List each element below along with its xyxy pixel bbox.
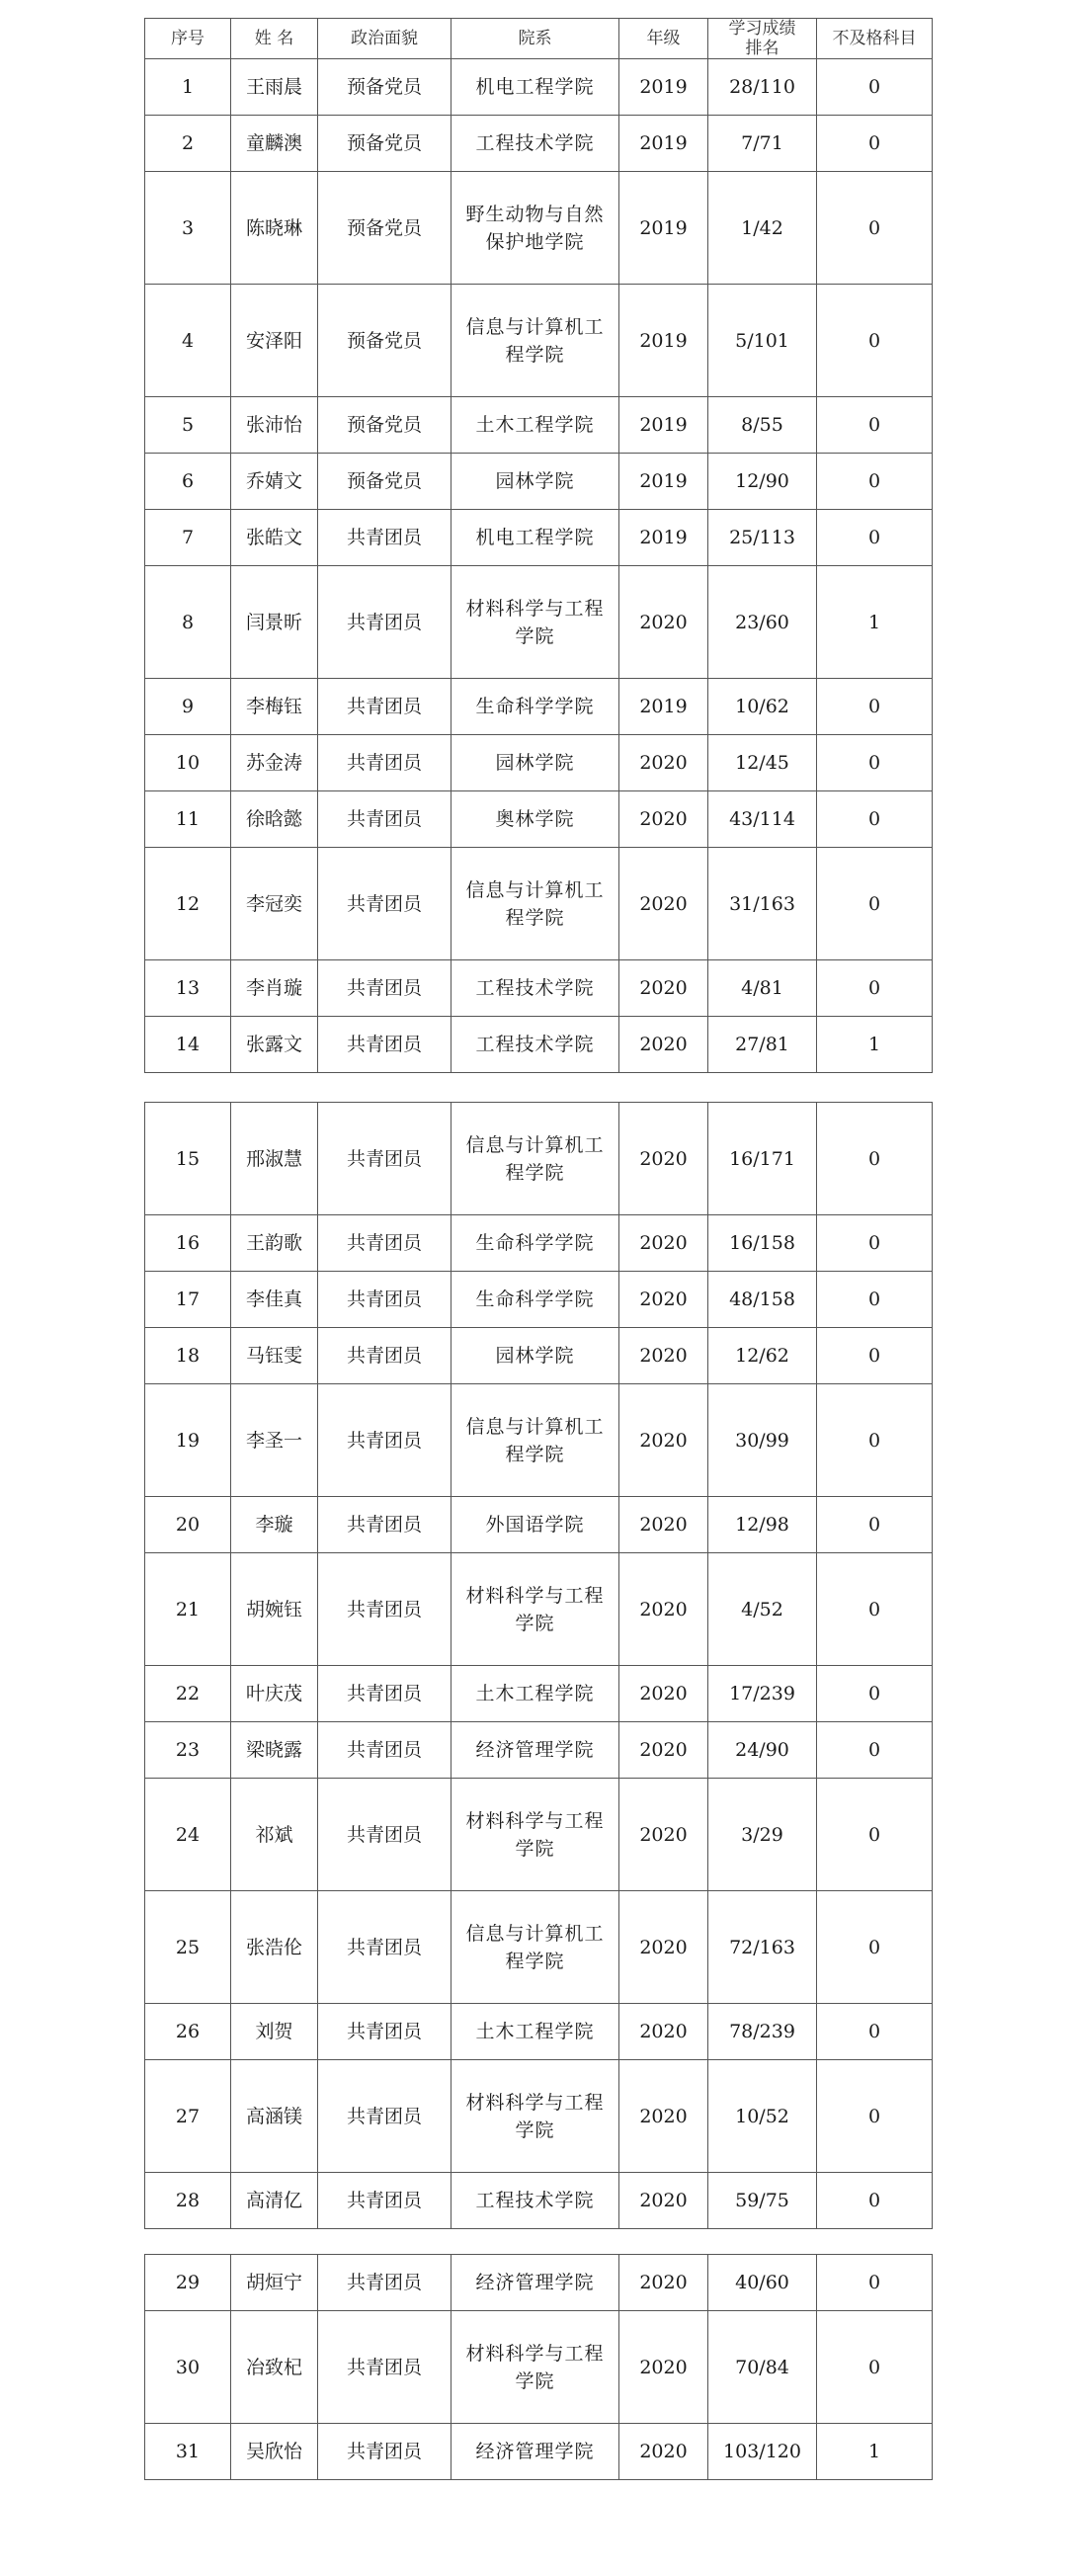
table-row xyxy=(145,1553,933,1666)
cell-name: 乔婧文 xyxy=(231,454,318,510)
cell-index: 16 xyxy=(145,1215,231,1272)
cell-grade: 2020 xyxy=(619,1384,708,1497)
header-failed-subjects: 不及格科目 xyxy=(817,19,933,59)
cell-academic-rank: 24/90 xyxy=(708,1722,817,1779)
cell-political-status: 共青团员 xyxy=(318,1017,451,1073)
cell-college xyxy=(451,1779,619,1891)
cell-academic-rank: 30/99 xyxy=(708,1384,817,1497)
cell-college xyxy=(451,1017,619,1073)
table-row xyxy=(145,1497,933,1553)
cell-name: 张皓文 xyxy=(231,510,318,566)
cell-college-text: 材料科学与工程学院 xyxy=(465,2342,605,2392)
table-row xyxy=(145,116,933,172)
cell-name: 胡烜宁 xyxy=(231,2255,318,2311)
cell-name: 苏金涛 xyxy=(231,735,318,791)
header-academic-rank xyxy=(708,19,817,59)
cell-failed-subjects: 0 xyxy=(817,735,933,791)
cell-name: 冶致杞 xyxy=(231,2311,318,2424)
cell-name: 高清亿 xyxy=(231,2173,318,2229)
table-row xyxy=(145,791,933,848)
table-row xyxy=(145,679,933,735)
header-name: 姓 名 xyxy=(231,19,318,59)
cell-political-status: 共青团员 xyxy=(318,960,451,1017)
table-row xyxy=(145,1779,933,1891)
cell-political-status: 共青团员 xyxy=(318,1891,451,2004)
cell-name: 张露文 xyxy=(231,1017,318,1073)
cell-political-status: 共青团员 xyxy=(318,1272,451,1328)
cell-college-text: 外国语学院 xyxy=(485,1514,585,1536)
cell-index: 4 xyxy=(145,285,231,397)
cell-political-status: 共青团员 xyxy=(318,2004,451,2060)
cell-academic-rank: 48/158 xyxy=(708,1272,817,1328)
cell-academic-rank: 70/84 xyxy=(708,2311,817,2424)
cell-grade: 2020 xyxy=(619,1891,708,2004)
cell-name: 徐晗懿 xyxy=(231,791,318,848)
cell-academic-rank: 78/239 xyxy=(708,2004,817,2060)
cell-index: 22 xyxy=(145,1666,231,1722)
cell-grade: 2020 xyxy=(619,1497,708,1553)
cell-academic-rank: 12/90 xyxy=(708,454,817,510)
cell-college-text: 经济管理学院 xyxy=(475,1739,595,1761)
cell-failed-subjects: 0 xyxy=(817,1103,933,1215)
cell-college xyxy=(451,1497,619,1553)
cell-index: 20 xyxy=(145,1497,231,1553)
cell-academic-rank: 12/98 xyxy=(708,1497,817,1553)
cell-academic-rank: 7/71 xyxy=(708,116,817,172)
cell-college xyxy=(451,791,619,848)
table-row xyxy=(145,2060,933,2173)
cell-college-text: 生命科学学院 xyxy=(475,1232,595,1254)
cell-index: 17 xyxy=(145,1272,231,1328)
cell-index: 14 xyxy=(145,1017,231,1073)
header-index: 序号 xyxy=(145,19,231,59)
table-row xyxy=(145,2424,933,2480)
cell-index: 24 xyxy=(145,1779,231,1891)
table-row xyxy=(145,848,933,960)
table-row xyxy=(145,172,933,285)
table-row xyxy=(145,1666,933,1722)
cell-grade: 2020 xyxy=(619,566,708,679)
cell-failed-subjects: 1 xyxy=(817,2424,933,2480)
cell-index: 15 xyxy=(145,1103,231,1215)
table-body xyxy=(145,1103,933,2229)
cell-political-status: 预备党员 xyxy=(318,116,451,172)
cell-name: 李冠奕 xyxy=(231,848,318,960)
cell-college-text: 园林学院 xyxy=(495,752,575,774)
cell-grade: 2020 xyxy=(619,2255,708,2311)
table-row xyxy=(145,2004,933,2060)
cell-political-status: 共青团员 xyxy=(318,2060,451,2173)
cell-name: 祁斌 xyxy=(231,1779,318,1891)
cell-political-status: 共青团员 xyxy=(318,679,451,735)
cell-name: 李圣一 xyxy=(231,1384,318,1497)
cell-index: 23 xyxy=(145,1722,231,1779)
cell-college xyxy=(451,2255,619,2311)
cell-political-status: 共青团员 xyxy=(318,848,451,960)
cell-college xyxy=(451,172,619,285)
cell-grade: 2020 xyxy=(619,848,708,960)
cell-name: 李肖璇 xyxy=(231,960,318,1017)
cell-political-status: 共青团员 xyxy=(318,2255,451,2311)
cell-academic-rank: 12/62 xyxy=(708,1328,817,1384)
cell-failed-subjects: 0 xyxy=(817,285,933,397)
cell-college xyxy=(451,566,619,679)
cell-index: 18 xyxy=(145,1328,231,1384)
cell-failed-subjects: 0 xyxy=(817,1553,933,1666)
cell-college xyxy=(451,679,619,735)
cell-academic-rank: 17/239 xyxy=(708,1666,817,1722)
cell-name: 张浩伦 xyxy=(231,1891,318,2004)
cell-index: 3 xyxy=(145,172,231,285)
cell-grade: 2020 xyxy=(619,2004,708,2060)
cell-failed-subjects: 0 xyxy=(817,2311,933,2424)
cell-index: 13 xyxy=(145,960,231,1017)
cell-political-status: 共青团员 xyxy=(318,1215,451,1272)
cell-failed-subjects: 0 xyxy=(817,679,933,735)
cell-failed-subjects: 0 xyxy=(817,848,933,960)
cell-college xyxy=(451,1666,619,1722)
cell-grade: 2020 xyxy=(619,2424,708,2480)
table-row xyxy=(145,2311,933,2424)
cell-college-text: 信息与计算机工程学院 xyxy=(465,1922,605,1972)
table-row xyxy=(145,1017,933,1073)
cell-academic-rank: 8/55 xyxy=(708,397,817,454)
table-row xyxy=(145,285,933,397)
cell-failed-subjects: 0 xyxy=(817,1328,933,1384)
cell-failed-subjects: 0 xyxy=(817,454,933,510)
cell-name: 闫景昕 xyxy=(231,566,318,679)
cell-academic-rank: 5/101 xyxy=(708,285,817,397)
cell-academic-rank: 25/113 xyxy=(708,510,817,566)
table-body xyxy=(145,59,933,1073)
table-row xyxy=(145,1272,933,1328)
cell-political-status: 预备党员 xyxy=(318,59,451,116)
cell-college-text: 材料科学与工程学院 xyxy=(465,597,605,647)
cell-index: 8 xyxy=(145,566,231,679)
cell-college xyxy=(451,2173,619,2229)
cell-grade: 2020 xyxy=(619,2311,708,2424)
cell-political-status: 预备党员 xyxy=(318,285,451,397)
cell-grade: 2019 xyxy=(619,59,708,116)
cell-index: 12 xyxy=(145,848,231,960)
cell-index: 9 xyxy=(145,679,231,735)
header-grade: 年级 xyxy=(619,19,708,59)
cell-college-text: 材料科学与工程学院 xyxy=(465,2091,605,2141)
cell-college xyxy=(451,1272,619,1328)
cell-college-text: 机电工程学院 xyxy=(475,76,595,98)
cell-index: 21 xyxy=(145,1553,231,1666)
cell-name: 王韵歌 xyxy=(231,1215,318,1272)
cell-grade: 2019 xyxy=(619,397,708,454)
cell-college-text: 工程技术学院 xyxy=(475,977,595,999)
cell-academic-rank: 4/52 xyxy=(708,1553,817,1666)
cell-college-text: 信息与计算机工程学院 xyxy=(465,1133,605,1184)
cell-grade: 2019 xyxy=(619,285,708,397)
cell-political-status: 共青团员 xyxy=(318,735,451,791)
cell-college-text: 园林学院 xyxy=(495,470,575,492)
cell-college xyxy=(451,2060,619,2173)
cell-failed-subjects: 0 xyxy=(817,397,933,454)
cell-failed-subjects: 0 xyxy=(817,960,933,1017)
cell-name: 胡婉钰 xyxy=(231,1553,318,1666)
table-row xyxy=(145,2255,933,2311)
cell-academic-rank: 10/52 xyxy=(708,2060,817,2173)
cell-name: 马钰雯 xyxy=(231,1328,318,1384)
table-row xyxy=(145,1384,933,1497)
cell-political-status: 共青团员 xyxy=(318,1497,451,1553)
cell-college xyxy=(451,510,619,566)
table-body xyxy=(145,2255,933,2480)
cell-political-status: 共青团员 xyxy=(318,2173,451,2229)
cell-political-status: 预备党员 xyxy=(318,397,451,454)
cell-academic-rank: 1/42 xyxy=(708,172,817,285)
cell-failed-subjects: 0 xyxy=(817,116,933,172)
table-row xyxy=(145,2173,933,2229)
cell-academic-rank: 10/62 xyxy=(708,679,817,735)
table-row xyxy=(145,735,933,791)
cell-college xyxy=(451,2311,619,2424)
roster-table-part-1 xyxy=(144,18,933,1073)
cell-political-status: 共青团员 xyxy=(318,1666,451,1722)
cell-grade: 2019 xyxy=(619,116,708,172)
header-political-status: 政治面貌 xyxy=(318,19,451,59)
cell-political-status: 预备党员 xyxy=(318,454,451,510)
cell-grade: 2019 xyxy=(619,510,708,566)
cell-index: 2 xyxy=(145,116,231,172)
cell-name: 刘贺 xyxy=(231,2004,318,2060)
cell-failed-subjects: 0 xyxy=(817,1891,933,2004)
cell-grade: 2019 xyxy=(619,679,708,735)
cell-index: 27 xyxy=(145,2060,231,2173)
cell-political-status: 共青团员 xyxy=(318,791,451,848)
cell-college xyxy=(451,1215,619,1272)
cell-grade: 2020 xyxy=(619,1103,708,1215)
cell-college xyxy=(451,960,619,1017)
cell-grade: 2020 xyxy=(619,1722,708,1779)
cell-failed-subjects: 0 xyxy=(817,172,933,285)
cell-academic-rank: 43/114 xyxy=(708,791,817,848)
cell-failed-subjects: 0 xyxy=(817,1272,933,1328)
cell-college xyxy=(451,59,619,116)
cell-academic-rank: 103/120 xyxy=(708,2424,817,2480)
cell-index: 5 xyxy=(145,397,231,454)
cell-index: 10 xyxy=(145,735,231,791)
cell-grade: 2020 xyxy=(619,1017,708,1073)
cell-college xyxy=(451,1891,619,2004)
table-row xyxy=(145,960,933,1017)
cell-academic-rank: 27/81 xyxy=(708,1017,817,1073)
cell-college-text: 工程技术学院 xyxy=(475,2190,595,2211)
cell-college-text: 信息与计算机工程学院 xyxy=(465,1415,605,1465)
cell-college xyxy=(451,1384,619,1497)
cell-name: 安泽阳 xyxy=(231,285,318,397)
cell-name: 吴欣怡 xyxy=(231,2424,318,2480)
cell-academic-rank: 12/45 xyxy=(708,735,817,791)
cell-college xyxy=(451,397,619,454)
cell-academic-rank: 31/163 xyxy=(708,848,817,960)
cell-grade: 2019 xyxy=(619,172,708,285)
roster-table-part-3 xyxy=(144,2254,933,2480)
cell-grade: 2020 xyxy=(619,960,708,1017)
cell-academic-rank: 72/163 xyxy=(708,1891,817,2004)
cell-college-text: 生命科学学院 xyxy=(475,696,595,717)
table-header-row xyxy=(145,19,933,59)
cell-failed-subjects: 0 xyxy=(817,1722,933,1779)
cell-index: 6 xyxy=(145,454,231,510)
cell-college xyxy=(451,2004,619,2060)
cell-index: 19 xyxy=(145,1384,231,1497)
roster-table-part-2 xyxy=(144,1102,933,2229)
cell-index: 25 xyxy=(145,1891,231,2004)
cell-college-text: 材料科学与工程学院 xyxy=(465,1809,605,1860)
cell-college-text: 材料科学与工程学院 xyxy=(465,1584,605,1634)
cell-college xyxy=(451,116,619,172)
cell-college xyxy=(451,1553,619,1666)
cell-grade: 2020 xyxy=(619,1215,708,1272)
cell-college xyxy=(451,285,619,397)
cell-academic-rank: 4/81 xyxy=(708,960,817,1017)
cell-grade: 2020 xyxy=(619,1553,708,1666)
table-row xyxy=(145,1891,933,2004)
cell-index: 7 xyxy=(145,510,231,566)
cell-name: 童麟澳 xyxy=(231,116,318,172)
cell-failed-subjects: 1 xyxy=(817,1017,933,1073)
cell-name: 张沛怡 xyxy=(231,397,318,454)
cell-college-text: 园林学院 xyxy=(495,1345,575,1367)
cell-failed-subjects: 0 xyxy=(817,791,933,848)
cell-academic-rank: 3/29 xyxy=(708,1779,817,1891)
cell-political-status: 共青团员 xyxy=(318,1779,451,1891)
cell-name: 邢淑慧 xyxy=(231,1103,318,1215)
cell-failed-subjects: 0 xyxy=(817,2173,933,2229)
cell-college-text: 经济管理学院 xyxy=(475,2441,595,2462)
cell-grade: 2020 xyxy=(619,735,708,791)
cell-index: 28 xyxy=(145,2173,231,2229)
cell-name: 梁晓露 xyxy=(231,1722,318,1779)
cell-name: 叶庆茂 xyxy=(231,1666,318,1722)
cell-failed-subjects: 0 xyxy=(817,2004,933,2060)
cell-political-status: 共青团员 xyxy=(318,2424,451,2480)
cell-college-text: 土木工程学院 xyxy=(475,1683,595,1704)
table-row xyxy=(145,397,933,454)
cell-grade: 2020 xyxy=(619,791,708,848)
cell-academic-rank: 28/110 xyxy=(708,59,817,116)
table-row xyxy=(145,1215,933,1272)
cell-failed-subjects: 0 xyxy=(817,2060,933,2173)
cell-grade: 2020 xyxy=(619,1666,708,1722)
cell-failed-subjects: 0 xyxy=(817,2255,933,2311)
cell-college-text: 经济管理学院 xyxy=(475,2272,595,2293)
cell-college-text: 信息与计算机工程学院 xyxy=(465,315,605,366)
cell-political-status: 共青团员 xyxy=(318,510,451,566)
cell-failed-subjects: 0 xyxy=(817,1215,933,1272)
cell-failed-subjects: 0 xyxy=(817,59,933,116)
header-college: 院系 xyxy=(451,19,619,59)
cell-failed-subjects: 0 xyxy=(817,1497,933,1553)
cell-academic-rank: 16/171 xyxy=(708,1103,817,1215)
cell-college-text: 奥林学院 xyxy=(495,808,575,830)
table-row xyxy=(145,1328,933,1384)
cell-college-text: 信息与计算机工程学院 xyxy=(465,878,605,929)
table-row xyxy=(145,566,933,679)
cell-political-status: 共青团员 xyxy=(318,1328,451,1384)
table-row xyxy=(145,59,933,116)
cell-political-status: 共青团员 xyxy=(318,1384,451,1497)
cell-failed-subjects: 0 xyxy=(817,510,933,566)
cell-index: 31 xyxy=(145,2424,231,2480)
cell-college-text: 野生动物与自然保护地学院 xyxy=(465,203,605,253)
cell-college-text: 工程技术学院 xyxy=(475,1034,595,1055)
cell-index: 30 xyxy=(145,2311,231,2424)
cell-political-status: 共青团员 xyxy=(318,1103,451,1215)
cell-academic-rank: 40/60 xyxy=(708,2255,817,2311)
cell-name: 李佳真 xyxy=(231,1272,318,1328)
table-row xyxy=(145,454,933,510)
cell-grade: 2020 xyxy=(619,1779,708,1891)
cell-college-text: 工程技术学院 xyxy=(475,132,595,154)
cell-political-status: 共青团员 xyxy=(318,566,451,679)
header-academic-rank-label: 学习成绩排名 xyxy=(728,19,796,58)
cell-index: 11 xyxy=(145,791,231,848)
table-row xyxy=(145,1722,933,1779)
table-row xyxy=(145,1103,933,1215)
cell-failed-subjects: 0 xyxy=(817,1666,933,1722)
cell-failed-subjects: 1 xyxy=(817,566,933,679)
cell-academic-rank: 23/60 xyxy=(708,566,817,679)
cell-college xyxy=(451,1103,619,1215)
cell-political-status: 共青团员 xyxy=(318,1722,451,1779)
cell-name: 陈晓琳 xyxy=(231,172,318,285)
cell-political-status: 共青团员 xyxy=(318,1553,451,1666)
cell-name: 李璇 xyxy=(231,1497,318,1553)
cell-grade: 2020 xyxy=(619,1272,708,1328)
table-row xyxy=(145,510,933,566)
cell-academic-rank: 16/158 xyxy=(708,1215,817,1272)
cell-college xyxy=(451,1328,619,1384)
cell-college-text: 土木工程学院 xyxy=(475,414,595,436)
cell-grade: 2019 xyxy=(619,454,708,510)
cell-index: 26 xyxy=(145,2004,231,2060)
cell-index: 29 xyxy=(145,2255,231,2311)
cell-name: 李梅钰 xyxy=(231,679,318,735)
cell-failed-subjects: 0 xyxy=(817,1779,933,1891)
cell-college-text: 生命科学学院 xyxy=(475,1288,595,1310)
cell-college xyxy=(451,848,619,960)
cell-name: 王雨晨 xyxy=(231,59,318,116)
cell-college xyxy=(451,454,619,510)
cell-college xyxy=(451,735,619,791)
cell-index: 1 xyxy=(145,59,231,116)
cell-political-status: 共青团员 xyxy=(318,2311,451,2424)
cell-political-status: 预备党员 xyxy=(318,172,451,285)
cell-college-text: 机电工程学院 xyxy=(475,527,595,548)
cell-college-text: 土木工程学院 xyxy=(475,2021,595,2042)
cell-college xyxy=(451,1722,619,1779)
cell-failed-subjects: 0 xyxy=(817,1384,933,1497)
cell-academic-rank: 59/75 xyxy=(708,2173,817,2229)
cell-grade: 2020 xyxy=(619,2173,708,2229)
cell-grade: 2020 xyxy=(619,1328,708,1384)
cell-name: 高涵镁 xyxy=(231,2060,318,2173)
cell-college xyxy=(451,2424,619,2480)
cell-grade: 2020 xyxy=(619,2060,708,2173)
